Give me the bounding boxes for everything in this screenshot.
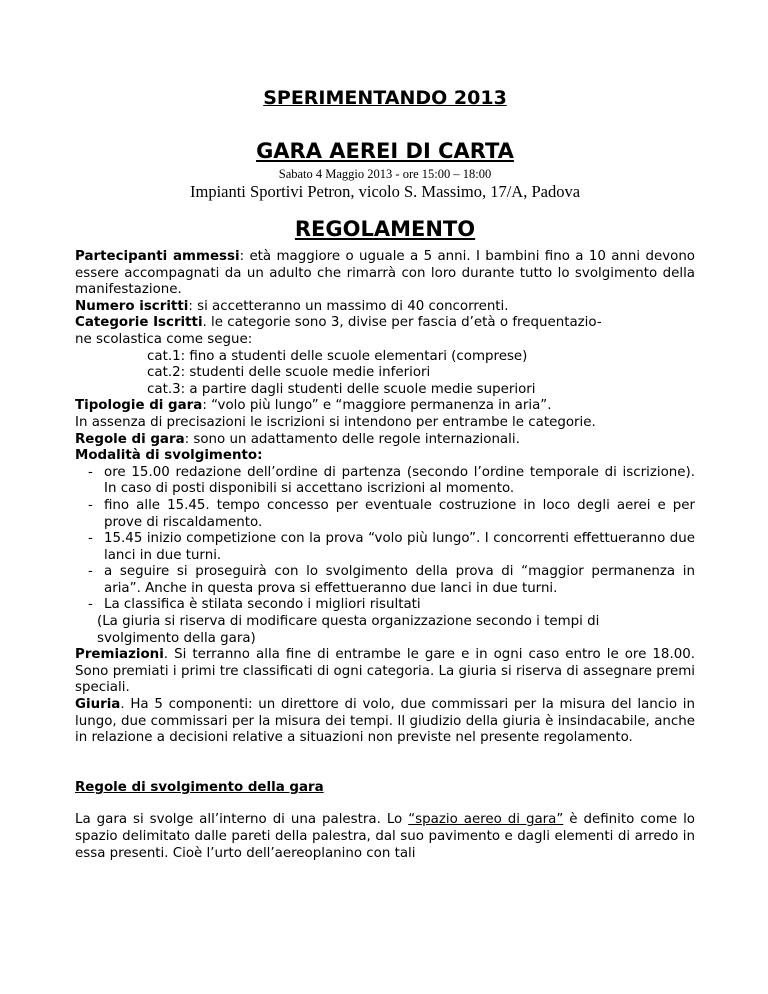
categories-paragraph xyxy=(75,315,695,332)
participants-text: : età maggiore o uguale a 5 anni. I bambini fino a 10 anni devono essere accompagnati da un adulto che rimarrà con loro durante tutto lo svolgimento della manifestazione. xyxy=(75,249,696,298)
list-item-text: 15.45 inizio competizione con la prova “volo più lungo”. I concorrenti effettueranno due lanci in due turni. xyxy=(104,531,695,563)
list-item xyxy=(75,597,695,614)
category-item: cat.1: fino a studenti delle scuole elementari (comprese) xyxy=(147,348,528,364)
list-item-text: La classifica è stilata secondo i migliori risultati xyxy=(104,597,421,613)
dash-bullet: - xyxy=(88,597,93,613)
category-item: cat.2: studenti delle scuole medie inferiori xyxy=(147,365,431,381)
clarifications-paragraph: In assenza di precisazioni le iscrizioni si intendono per entrambe le categorie. xyxy=(75,414,596,430)
awards-paragraph xyxy=(75,647,695,697)
rules-text: : sono un adattamento delle regole internazionali. xyxy=(184,431,520,447)
event-title: SPERIMENTANDO 2013 xyxy=(263,87,507,109)
participants-paragraph xyxy=(75,249,695,299)
categories-paragraph-cont xyxy=(75,332,695,349)
awards-text: . Si terranno alla fine di entrambe le gare e in ogni caso entro le ore 18.00. Sono premiati i primi tre classificati di ogni categoria. La giuria si riserva di assegnare premi speciali. xyxy=(75,647,695,696)
jury-paragraph xyxy=(75,697,695,747)
jury-note-line-1: (La giuria si riserva di modificare questa organizzazione secondo i tempi di xyxy=(97,614,600,630)
count-paragraph xyxy=(75,299,695,316)
procedure-label: Modalità di svolgimento xyxy=(75,448,258,464)
types-paragraph xyxy=(75,398,695,415)
rules-body xyxy=(75,249,695,862)
venue-line: Impianti Sportivi Petron, vicolo S. Massimo, 17/A, Padova xyxy=(189,182,581,201)
jury-label: Giuria xyxy=(75,697,121,713)
dash-bullet: - xyxy=(88,464,93,480)
jury-note-line-2: svolgimento della gara) xyxy=(97,630,256,646)
competition-title: GARA AEREI DI CARTA xyxy=(256,139,514,163)
category-item: cat.3: a partire dagli studenti delle scuole medie superiori xyxy=(147,381,536,397)
categories-label: Categorie Iscritti xyxy=(75,315,203,331)
categories-text-2: ne scolastica come segue: xyxy=(75,331,253,347)
procedure-heading xyxy=(75,448,695,465)
types-label: Tipologie di gara xyxy=(75,398,203,414)
rules-paragraph xyxy=(75,432,695,449)
types-text: : “volo più lungo” e “maggiore permanenza in aria”. xyxy=(202,398,552,414)
list-item xyxy=(75,465,695,498)
rules-title: REGOLAMENTO xyxy=(294,217,476,241)
date-line: Sabato 4 Maggio 2013 - ore 15:00 – 18:00 xyxy=(278,167,492,181)
dash-bullet: - xyxy=(88,531,93,547)
awards-label: Premiazioni xyxy=(75,647,164,663)
procedure-colon: : xyxy=(257,448,263,464)
list-item xyxy=(75,498,695,531)
list-item-text: ore 15.00 redazione dell’ordine di partenza (secondo l’ordine temporale di iscrizione). In caso di posti disponibili si accettano iscrizioni al momento. xyxy=(104,464,695,497)
airspace-term: “spazio aereo di gara” xyxy=(408,812,564,828)
rules-label: Regole di gara xyxy=(75,431,185,447)
list-item-text: fino alle 15.45. tempo concesso per eventuale costruzione in loco degli aerei e per prove di riscaldamento. xyxy=(104,497,695,530)
airspace-text-b: è definito come lo spazio delimitato dalle pareti della palestra, dal suo pavimento e dagli elementi di arredo in essa presenti. Cioè l’urto dell’aereoplanino con tali xyxy=(75,812,695,861)
list-item-text: a seguire si proseguirà con lo svolgimento della prova di “maggior permanenza in aria”. Anche in questa prova si effettueranno due lanci in due turni. xyxy=(104,564,695,596)
categories-text-1: . le categorie sono 3, divise per fascia d’età o frequentazio- xyxy=(202,315,602,331)
section-heading: Regole di svolgimento della gara xyxy=(75,779,324,795)
airspace-paragraph xyxy=(75,812,695,862)
count-label: Numero iscritti xyxy=(75,298,189,314)
dash-bullet: - xyxy=(88,564,93,580)
participants-label: Partecipanti ammessi xyxy=(75,249,240,264)
jury-text: . Ha 5 componenti: un direttore di volo, due commissari per la misura del lancio in lungo, due commissari per la misura dei tempi. Il giudizio della giuria è insindacabile, anche in relazione a decisioni relative a situazioni non previste nel presente regolamento. xyxy=(75,697,695,746)
count-text: : si accetteranno un massimo di 40 concorrenti. xyxy=(188,298,509,314)
dash-bullet: - xyxy=(88,497,93,513)
airspace-text-a: La gara si svolge all’interno di una palestra. Lo xyxy=(75,812,409,828)
list-item xyxy=(75,564,695,597)
list-item xyxy=(75,531,695,564)
